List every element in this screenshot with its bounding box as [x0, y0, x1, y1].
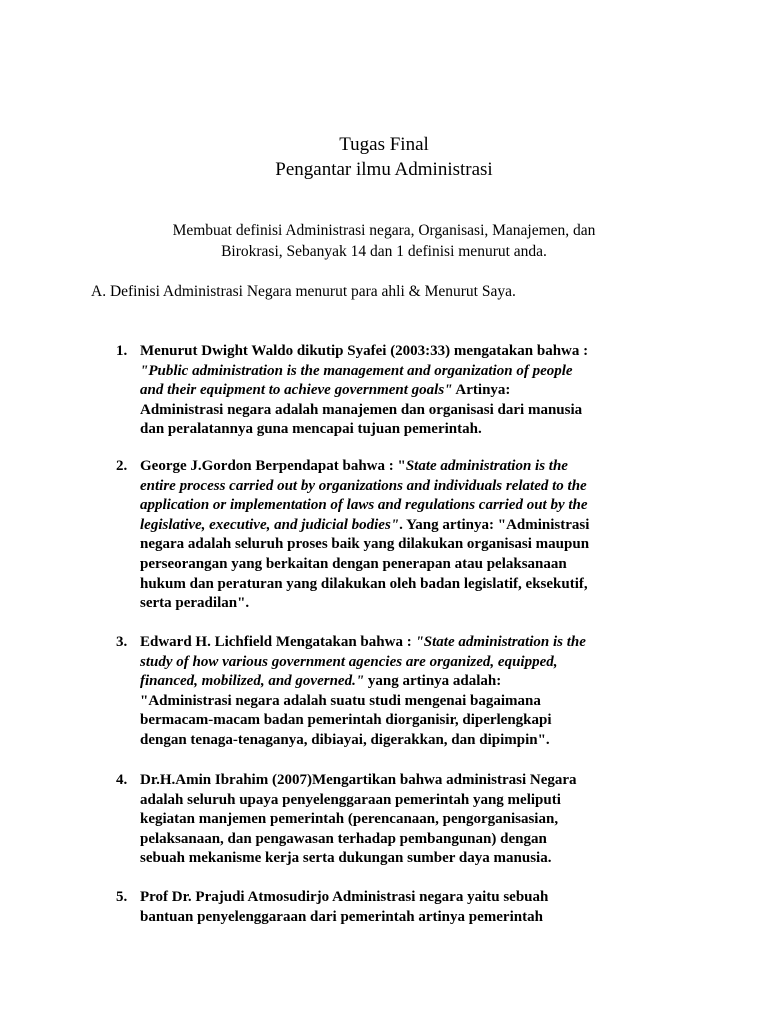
item-line	[140, 672, 696, 692]
list-number: 4.	[116, 772, 128, 788]
item-text-fragment: Artinya:	[452, 382, 511, 399]
item-line: serta peradilan".	[140, 595, 250, 612]
item-quote-fragment: financed, mobilized, and governed."	[140, 673, 365, 690]
item-line: Dr.H.Amin Ibrahim (2007)Mengartikan bahwa administrasi Negara	[140, 772, 577, 788]
item-text-fragment: George J.Gordon Berpendapat bahwa : "	[140, 458, 406, 474]
item-quote-fragment: "State administration is the	[415, 634, 586, 650]
item-line: adalah seluruh upaya penyelenggaraan pemerintah yang meliputi	[140, 791, 561, 808]
item-line: hukum dan peraturan yang dilakukan oleh badan legislatif, eksekutif,	[140, 575, 588, 592]
item-quote-line: application or implementation of laws and regulations carried out by the	[140, 497, 588, 514]
item-line: bermacam-macam badan pemerintah diorganisir, diperlengkapi	[140, 712, 552, 729]
item-line: perseorangan yang berkaitan dengan penerapan atau pelaksanaan	[140, 555, 567, 572]
list-number: 2.	[116, 458, 128, 474]
item-line	[140, 457, 696, 477]
item-line: negara adalah seluruh proses baik yang dilakukan organisasi maupun	[140, 536, 590, 553]
item-line: bantuan penyelenggaraan dari pemerintah artinya pemerintah	[140, 908, 543, 925]
list-number: 3.	[116, 634, 128, 650]
document-subtitle: Pengantar ilmu Administrasi	[275, 159, 493, 180]
list-number: 1.	[116, 343, 128, 359]
item-line: dan peralatannya guna mencapai tujuan pemerintah.	[140, 421, 482, 438]
item-line: Prof Dr. Prajudi Atmosudirjo Administrasi negara yaitu sebuah	[140, 889, 549, 905]
section-heading-a: A. Definisi Administrasi Negara menurut para ahli & Menurut Saya.	[91, 283, 516, 300]
item-line: pelaksanaan, dan pengawasan terhadap pembangunan) dengan	[140, 830, 547, 847]
intro-line: Birokrasi, Sebanyak 14 dan 1 definisi menurut anda.	[221, 242, 547, 260]
document-title: Tugas Final	[339, 134, 429, 155]
item-quote-line: study of how various government agencies are organized, equipped,	[140, 653, 558, 670]
item-quote-line: entire process carried out by organizations and individuals related to the	[140, 477, 587, 494]
list-item	[116, 457, 696, 614]
item-text-fragment: . Yang artinya: "Administrasi	[399, 516, 590, 533]
item-quote-fragment: and their equipment to achieve government goals"	[140, 382, 453, 399]
list-item	[116, 771, 696, 869]
item-line	[140, 633, 696, 653]
item-line	[140, 381, 696, 401]
item-quote-fragment: State administration is the	[405, 458, 568, 474]
item-text-fragment: Edward H. Lichfield Mengatakan bahwa :	[140, 634, 416, 650]
item-line: "Administrasi negara adalah suatu studi mengenai bagaimana	[140, 692, 541, 709]
item-quote-fragment: legislative, executive, and judicial bodies"	[140, 516, 400, 533]
item-quote-line: "Public administration is the management and organization of people	[140, 362, 573, 379]
item-line: Administrasi negara adalah manajemen dan organisasi dari manusia	[140, 401, 583, 418]
intro-line: Membuat definisi Administrasi negara, Organisasi, Manajemen, dan	[172, 222, 596, 239]
item-text-fragment: yang artinya adalah:	[364, 673, 502, 690]
item-line	[140, 516, 696, 536]
list-item	[116, 888, 696, 927]
item-line: kegiatan manjemen pemerintah (perencanaan, pengorganisasian,	[140, 811, 559, 828]
item-line: sebuah mekanisme kerja serta dukungan sumber daya manusia.	[140, 850, 552, 867]
list-item	[116, 342, 696, 440]
list-item	[116, 633, 696, 751]
intro-paragraph	[110, 221, 658, 262]
list-number: 5.	[116, 889, 128, 905]
item-line: Menurut Dwight Waldo dikutip Syafei (2003:33) mengatakan bahwa :	[140, 343, 589, 359]
item-line: dengan tenaga-tenaganya, dibiayai, digerakkan, dan dipimpin".	[140, 731, 550, 748]
